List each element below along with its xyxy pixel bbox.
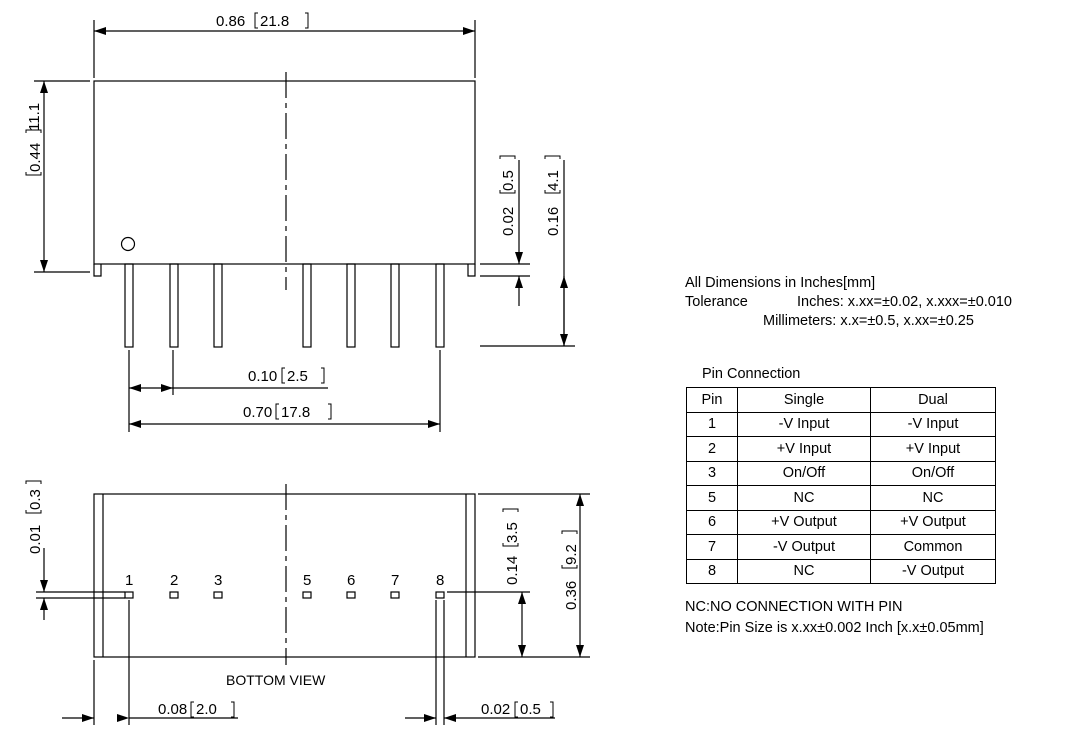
pin-table-title: Pin Connection: [702, 366, 801, 382]
mm-brackets: [26, 13, 577, 717]
pin-label: 6: [347, 572, 356, 589]
top-view-pins: [125, 264, 444, 347]
table-cell: 6: [687, 510, 738, 535]
table-row: [687, 535, 996, 560]
svg-text:0.08: 0.08: [158, 701, 188, 718]
table-header-row: [687, 388, 996, 413]
svg-text:21.8: 21.8: [260, 13, 290, 30]
table-cell: 5: [687, 486, 738, 511]
svg-text:17.8: 17.8: [281, 404, 311, 421]
units-note: All Dimensions in Inches[mm]: [685, 275, 876, 291]
svg-text:0.02: 0.02: [500, 206, 517, 236]
svg-text:0.86: 0.86: [216, 13, 246, 30]
table-cell: NC: [738, 559, 871, 584]
pin-label: 5: [303, 572, 312, 589]
table-row: [687, 510, 996, 535]
mm-tolerance: Millimeters: x.x=±0.5, x.xx=±0.25: [763, 313, 974, 329]
inch-tolerance: Inches: x.xx=±0.02, x.xxx=±0.010: [797, 294, 1013, 310]
top-view-dimension-text: [26, 13, 562, 421]
dim-wall: [36, 548, 125, 620]
table-cell: -V Output: [738, 535, 871, 560]
table-cell: NC: [871, 486, 996, 511]
column-header: Single: [738, 388, 871, 413]
bottom-view-dimension-text: [27, 489, 580, 718]
svg-text:0.3: 0.3: [27, 489, 44, 510]
table-row: [687, 486, 996, 511]
svg-text:11.1: 11.1: [26, 102, 43, 131]
svg-text:0.02: 0.02: [481, 701, 511, 718]
svg-text:0.10: 0.10: [248, 368, 278, 385]
table-cell: 8: [687, 559, 738, 584]
table-row: [687, 437, 996, 462]
bottom-view-pins: [125, 592, 444, 598]
table-cell: +V Input: [738, 437, 871, 462]
table-row: [687, 461, 996, 486]
table-cell: 7: [687, 535, 738, 560]
table-cell: 1: [687, 412, 738, 437]
table-cell: -V Input: [871, 412, 996, 437]
nc-note: NC:NO CONNECTION WITH PIN: [685, 599, 903, 615]
tolerance-label: Tolerance: [685, 294, 748, 310]
bottom-view-pin-labels: [125, 572, 444, 589]
pin-label: 8: [436, 572, 445, 589]
table-cell: -V Output: [871, 559, 996, 584]
table-cell: NC: [738, 486, 871, 511]
pin-label: 7: [391, 572, 400, 589]
svg-text:4.1: 4.1: [545, 170, 562, 191]
svg-text:0.70: 0.70: [243, 404, 273, 421]
table-cell: On/Off: [738, 461, 871, 486]
footnotes: [685, 597, 984, 639]
svg-text:2.5: 2.5: [287, 368, 308, 385]
table-row: [687, 412, 996, 437]
dimension-notes: [685, 274, 1012, 331]
table-cell: 2: [687, 437, 738, 462]
svg-text:0.5: 0.5: [520, 701, 541, 718]
pin-connection-table: [686, 387, 996, 584]
top-view-body: [94, 81, 475, 276]
table-row: [687, 559, 996, 584]
pin-size-note: Note:Pin Size is x.xx±0.002 Inch [x.x±0.05mm]: [685, 620, 984, 636]
table-cell: +V Output: [738, 510, 871, 535]
svg-text:2.0: 2.0: [196, 701, 217, 718]
table-cell: +V Input: [871, 437, 996, 462]
svg-text:0.14: 0.14: [504, 555, 521, 585]
pin-label: 1: [125, 572, 134, 589]
svg-text:0.44: 0.44: [27, 142, 44, 172]
table-cell: +V Output: [871, 510, 996, 535]
svg-text:0.5: 0.5: [500, 170, 517, 191]
bottom-view-body: [94, 494, 475, 657]
pin1-marker: [122, 238, 135, 251]
svg-text:0.16: 0.16: [545, 206, 562, 236]
svg-text:0.01: 0.01: [27, 524, 44, 554]
pin-label: 3: [214, 572, 223, 589]
table-cell: 3: [687, 461, 738, 486]
svg-text:0.36: 0.36: [563, 580, 580, 610]
svg-text:9.2: 9.2: [563, 544, 580, 565]
pin-label: 2: [170, 572, 179, 589]
table-cell: -V Input: [738, 412, 871, 437]
column-header: Pin: [687, 388, 738, 413]
column-header: Dual: [871, 388, 996, 413]
svg-text:3.5: 3.5: [504, 522, 521, 543]
table-cell: On/Off: [871, 461, 996, 486]
bottom-view-label: BOTTOM VIEW: [226, 672, 326, 688]
table-cell: Common: [871, 535, 996, 560]
